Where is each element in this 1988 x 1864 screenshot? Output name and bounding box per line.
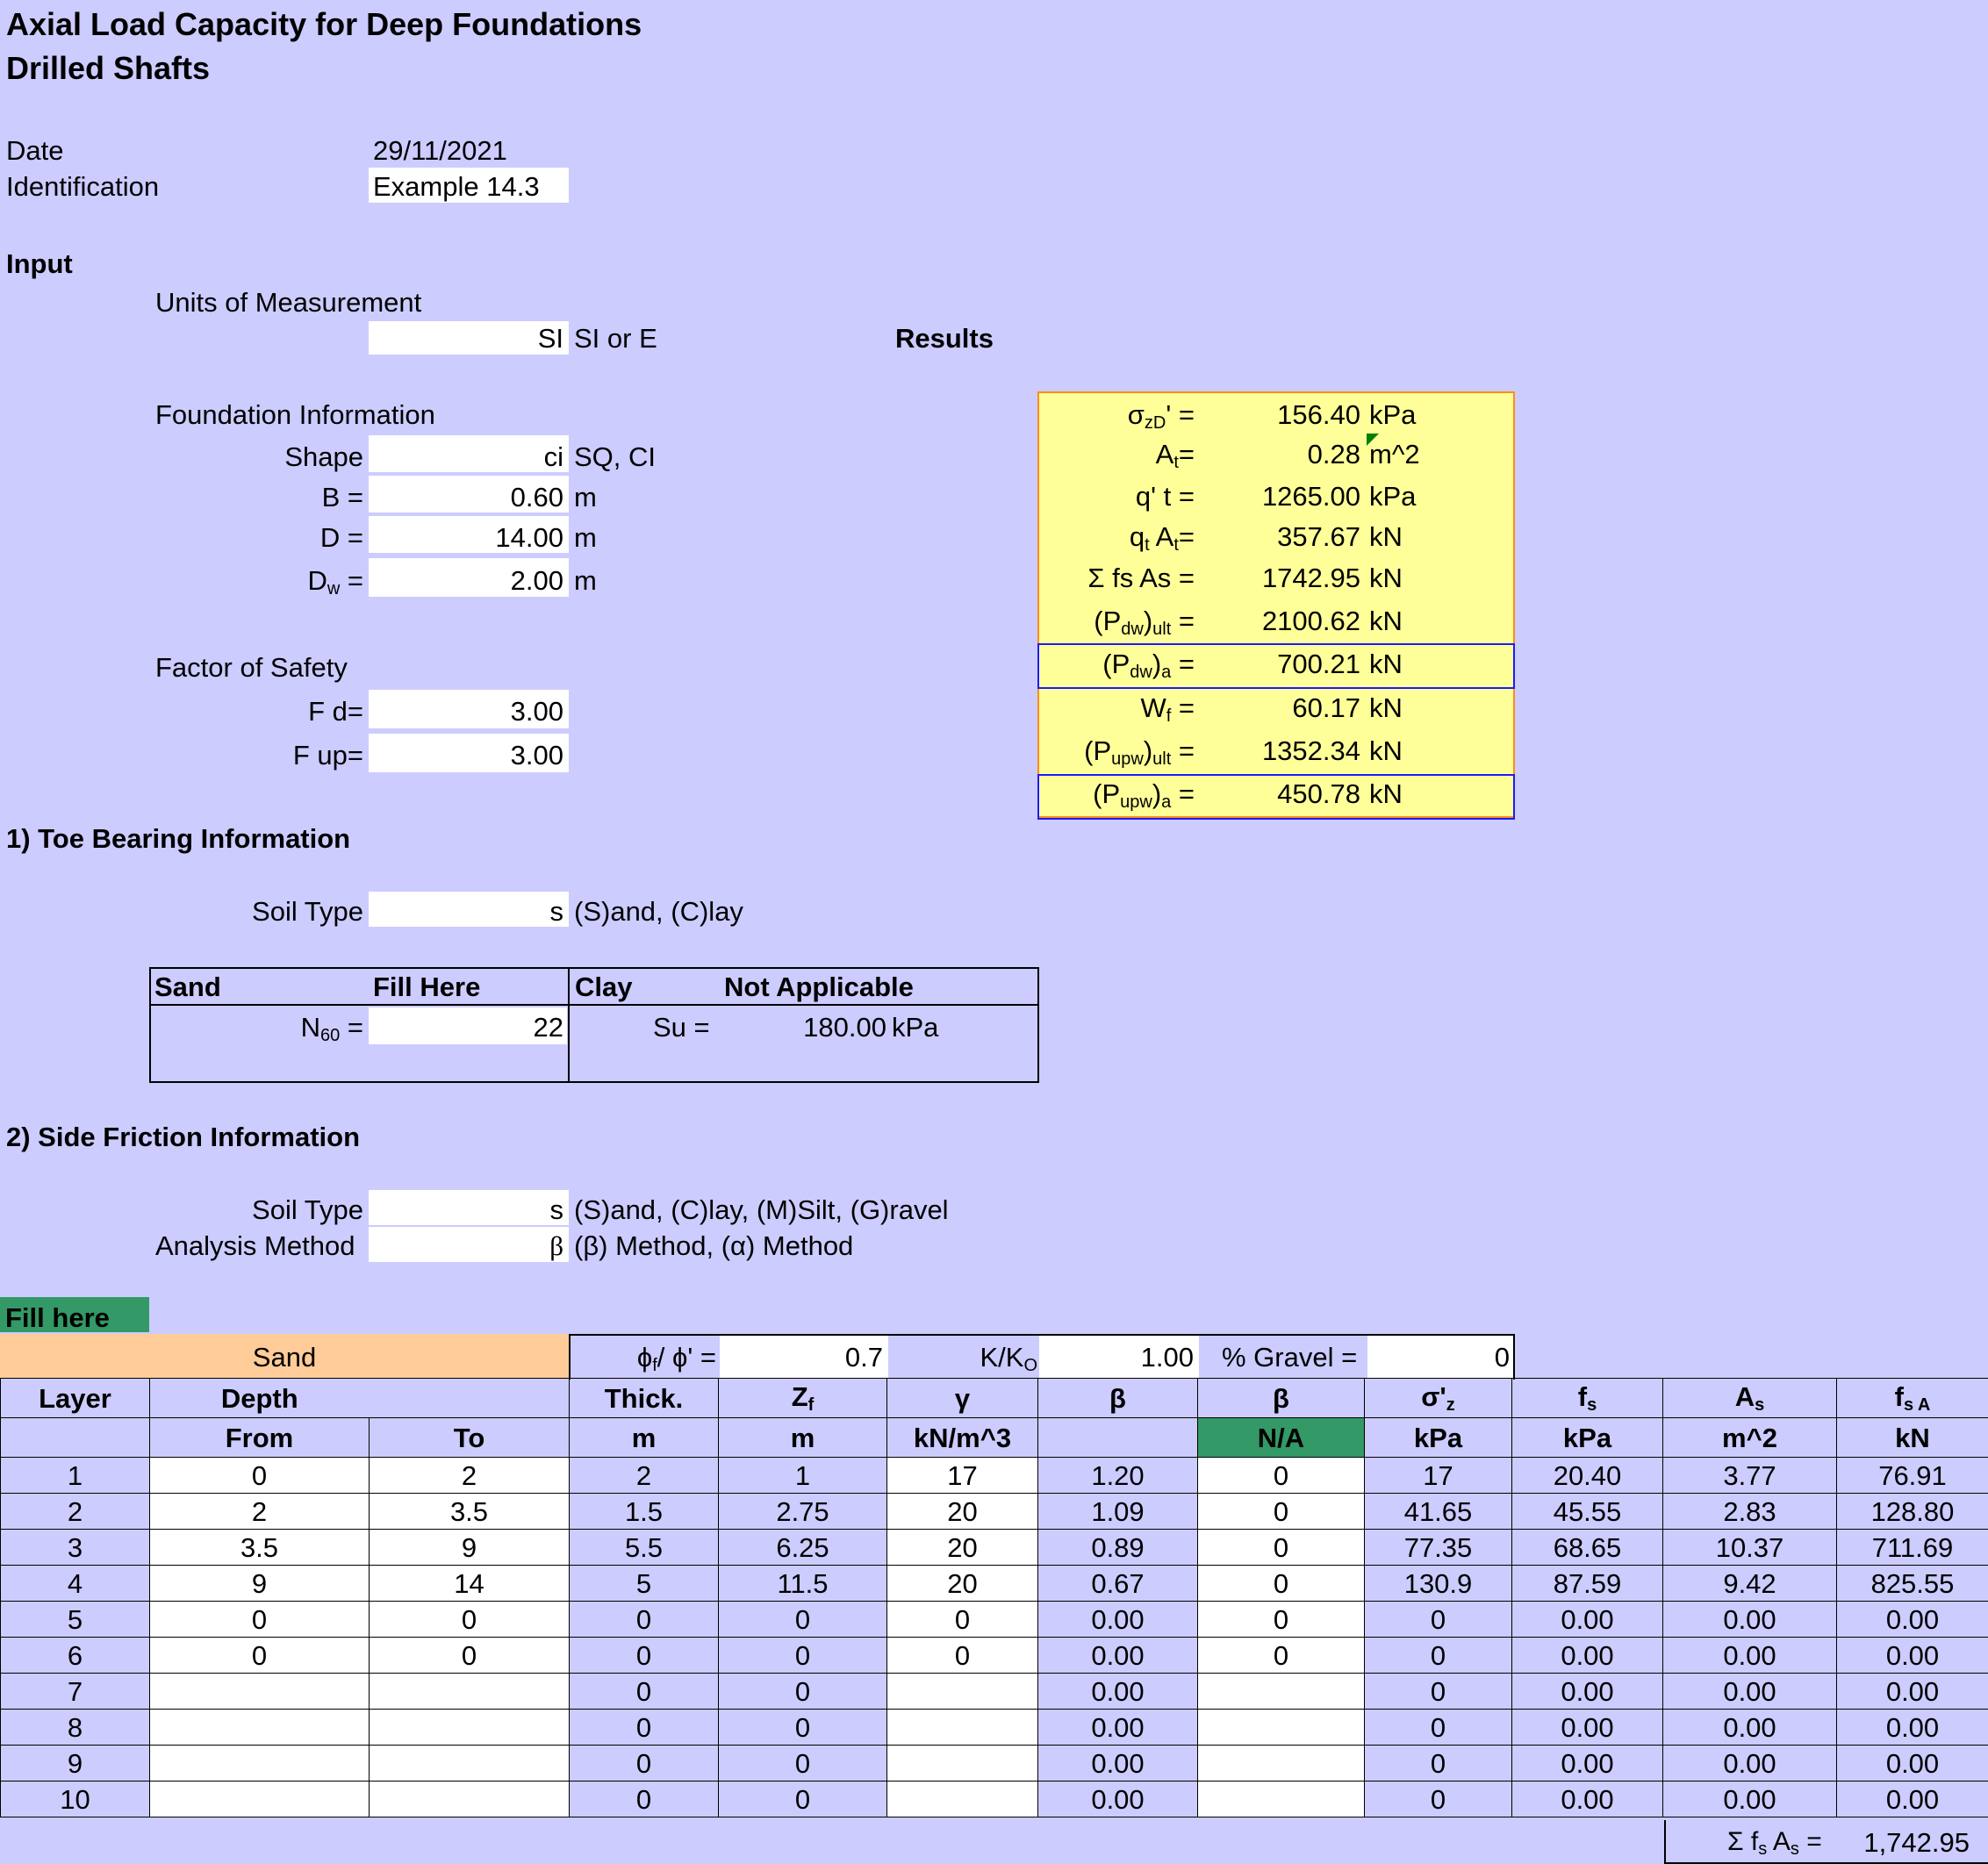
result-label-0: $\sigma_{zD}'$ = — [1127, 399, 1195, 433]
cell-r5-c7[interactable]: 0 — [1198, 1602, 1365, 1638]
result-unit-5: kN — [1369, 606, 1403, 636]
cell-r7-c8: 0 — [1365, 1674, 1512, 1710]
cell-r6-c3: 0 — [570, 1638, 719, 1674]
subheader-cell-3: m — [570, 1418, 719, 1458]
units-label: Units of Measurement — [155, 287, 422, 318]
su-unit: kPa — [892, 1012, 939, 1043]
cell-r1-c11: 76.91 — [1837, 1458, 1988, 1494]
cell-r9-c4: 0 — [719, 1746, 887, 1782]
cell-r10-c3: 0 — [570, 1782, 719, 1817]
result-unit-7: kN — [1369, 692, 1403, 723]
table-row — [1, 1530, 1988, 1566]
cell-r8-c9: 0.00 — [1512, 1710, 1663, 1746]
fd-input[interactable]: 3.00 — [510, 696, 563, 727]
cell-r9-c10: 0.00 — [1663, 1746, 1837, 1782]
header-cell-11: $f_{s A}$ — [1837, 1379, 1988, 1418]
cell-r10-c8: 0 — [1365, 1782, 1512, 1817]
shape-hint: SQ, CI — [574, 441, 657, 472]
cell-r7-c1[interactable] — [150, 1674, 370, 1710]
toe-soil-label: Soil Type — [252, 896, 363, 927]
result-label-1: $A_t=$ — [1155, 439, 1195, 472]
cell-r9-c1[interactable] — [150, 1746, 370, 1782]
cell-r10-c2[interactable] — [370, 1782, 570, 1817]
cell-r8-c10: 0.00 — [1663, 1710, 1837, 1746]
cell-r8-c7[interactable] — [1198, 1710, 1365, 1746]
toe-sand-header: Sand — [154, 971, 221, 1002]
cell-r3-c11: 711.69 — [1837, 1530, 1988, 1566]
cell-r9-c8: 0 — [1365, 1746, 1512, 1782]
cell-r6-c5[interactable]: 0 — [887, 1638, 1038, 1674]
dw-label: $D_w$ = — [307, 565, 363, 599]
cell-r6-c4: 0 — [719, 1638, 887, 1674]
cell-r2-c9: 45.55 — [1512, 1494, 1663, 1530]
cell-r8-c4: 0 — [719, 1710, 887, 1746]
cell-r9-c7[interactable] — [1198, 1746, 1365, 1782]
cell-r4-c10: 9.42 — [1663, 1566, 1837, 1602]
cell-r8-c11: 0.00 — [1837, 1710, 1988, 1746]
n60-label: $N_{60}$ = — [300, 1012, 363, 1045]
result-unit-1: m^2 — [1369, 439, 1420, 470]
result-value-4: 1742.95 — [1261, 563, 1360, 593]
cell-r4-c1[interactable]: 9 — [150, 1566, 370, 1602]
shape-input[interactable]: ci — [543, 441, 563, 472]
cell-r8-c5[interactable] — [887, 1710, 1038, 1746]
page-subtitle: Drilled Shafts — [6, 50, 211, 86]
result-label-6: $(P_{dw})_a$ = — [1102, 649, 1195, 682]
date-label: Date — [6, 135, 64, 166]
result-value-7: 60.17 — [1292, 692, 1360, 723]
cell-r6-c10: 0.00 — [1663, 1638, 1837, 1674]
cell-r1-c5[interactable]: 17 — [887, 1458, 1038, 1494]
identification-label: Identification — [6, 171, 160, 202]
cell-r2-c5[interactable]: 20 — [887, 1494, 1038, 1530]
table-row — [1, 1458, 1988, 1494]
result-value-8: 1352.34 — [1261, 735, 1360, 766]
method-hint: (β) Method, (α) Method — [574, 1230, 854, 1261]
d-unit: m — [574, 522, 597, 553]
table-row — [1, 1494, 1988, 1530]
cell-r7-c5[interactable] — [887, 1674, 1038, 1710]
cell-r1-c8: 17 — [1365, 1458, 1512, 1494]
cell-r3-c0: 3 — [1, 1530, 150, 1566]
table-row — [1, 1710, 1988, 1746]
cell-r8-c1[interactable] — [150, 1710, 370, 1746]
cell-r2-c3: 1.5 — [570, 1494, 719, 1530]
toe-soil-hint: (S)and, (C)lay — [574, 896, 743, 927]
cell-r7-c9: 0.00 — [1512, 1674, 1663, 1710]
toe-not-applicable: Not Applicable — [724, 971, 914, 1002]
cell-r3-c8: 77.35 — [1365, 1530, 1512, 1566]
cell-r5-c5[interactable]: 0 — [887, 1602, 1038, 1638]
safety-heading: Factor of Safety — [155, 652, 348, 683]
layer-table — [0, 1378, 1988, 1817]
cell-r8-c0: 8 — [1, 1710, 150, 1746]
cell-r1-c2[interactable]: 2 — [370, 1458, 570, 1494]
cell-r10-c7[interactable] — [1198, 1782, 1365, 1817]
cell-r5-c10: 0.00 — [1663, 1602, 1837, 1638]
cell-r10-c10: 0.00 — [1663, 1782, 1837, 1817]
n60-input[interactable]: 22 — [533, 1012, 563, 1043]
result-unit-0: kPa — [1369, 399, 1417, 430]
subheader-cell-8: kPa — [1365, 1418, 1512, 1458]
result-label-3: $q_t$ $A_t=$ — [1129, 521, 1195, 555]
cell-r1-c7[interactable]: 0 — [1198, 1458, 1365, 1494]
cell-r2-c10: 2.83 — [1663, 1494, 1837, 1530]
result-label-4: Σ fs As = — [1087, 563, 1195, 593]
cell-r3-c10: 10.37 — [1663, 1530, 1837, 1566]
cell-r8-c2[interactable] — [370, 1710, 570, 1746]
toe-soil-input[interactable]: s — [549, 896, 563, 927]
header-cell-3: Thick. — [570, 1379, 719, 1418]
side-soil-hint: (S)and, (C)lay, (M)Silt, (G)ravel — [574, 1194, 949, 1225]
result-value-5: 2100.62 — [1261, 606, 1360, 636]
cell-r3-c1[interactable]: 3.5 — [150, 1530, 370, 1566]
cell-r1-c3: 2 — [570, 1458, 719, 1494]
result-unit-9: kN — [1369, 778, 1403, 809]
result-label-8: $(P_{upw})_{ult}$ = — [1084, 735, 1195, 769]
d-input[interactable]: 14.00 — [495, 522, 563, 553]
cell-r8-c8: 0 — [1365, 1710, 1512, 1746]
d-label: D = — [319, 522, 363, 553]
cell-r2-c8: 41.65 — [1365, 1494, 1512, 1530]
cell-r6-c1[interactable]: 0 — [150, 1638, 370, 1674]
result-unit-4: kN — [1369, 563, 1403, 593]
cell-r9-c9: 0.00 — [1512, 1746, 1663, 1782]
cell-r10-c9: 0.00 — [1512, 1782, 1663, 1817]
cell-r3-c5[interactable]: 20 — [887, 1530, 1038, 1566]
subheader-cell-9: kPa — [1512, 1418, 1663, 1458]
cell-r1-c1[interactable]: 0 — [150, 1458, 370, 1494]
cell-r5-c8: 0 — [1365, 1602, 1512, 1638]
fup-label: F up= — [292, 740, 363, 771]
cell-r9-c2[interactable] — [370, 1746, 570, 1782]
table-row — [1, 1674, 1988, 1710]
cell-r6-c2[interactable]: 0 — [370, 1638, 570, 1674]
cell-r4-c3: 5 — [570, 1566, 719, 1602]
cell-r5-c0: 5 — [1, 1602, 150, 1638]
cell-r9-c5[interactable] — [887, 1746, 1038, 1782]
cell-r2-c1[interactable]: 2 — [150, 1494, 370, 1530]
cell-r4-c0: 4 — [1, 1566, 150, 1602]
cell-r7-c7[interactable] — [1198, 1674, 1365, 1710]
method-label: Analysis Method — [155, 1230, 355, 1261]
cell-r3-c9: 68.65 — [1512, 1530, 1663, 1566]
header-cell-8: $\sigma'_z$ — [1365, 1379, 1512, 1418]
side-soil-input[interactable]: s — [549, 1194, 563, 1225]
b-label: B = — [321, 482, 363, 513]
cell-r3-c2[interactable]: 9 — [370, 1530, 570, 1566]
cell-r6-c9: 0.00 — [1512, 1638, 1663, 1674]
result-label-5: $(P_{dw})_{ult}$ = — [1094, 606, 1195, 639]
subheader-cell-7: N/A — [1198, 1418, 1365, 1458]
cell-r4-c5[interactable]: 20 — [887, 1566, 1038, 1602]
gravel-label: % Gravel = — [1222, 1342, 1358, 1373]
result-value-1: 0.28 — [1307, 439, 1360, 470]
cell-r5-c6: 0.00 — [1038, 1602, 1198, 1638]
k-input[interactable]: 1.00 — [1140, 1342, 1194, 1373]
toe-clay-header: Clay — [575, 971, 633, 1002]
result-value-6: 700.21 — [1277, 649, 1360, 679]
result-unit-6: kN — [1369, 649, 1403, 679]
side-heading: 2) Side Friction Information — [6, 1122, 361, 1152]
cell-r6-c8: 0 — [1365, 1638, 1512, 1674]
subheader-cell-5: kN/m^3 — [887, 1418, 1038, 1458]
table-row — [1, 1566, 1988, 1602]
header-cell-2 — [370, 1379, 570, 1418]
cell-r10-c6: 0.00 — [1038, 1782, 1198, 1817]
header-cell-5: γ — [887, 1379, 1038, 1418]
b-input[interactable]: 0.60 — [510, 482, 563, 513]
su-value: 180.00 — [803, 1012, 886, 1043]
cell-r4-c7[interactable]: 0 — [1198, 1566, 1365, 1602]
shape-label: Shape — [284, 441, 363, 472]
side-soil-label: Soil Type — [252, 1194, 363, 1225]
b-unit: m — [574, 482, 597, 513]
cell-r7-c0: 7 — [1, 1674, 150, 1710]
cell-r8-c6: 0.00 — [1038, 1710, 1198, 1746]
cell-r4-c4: 11.5 — [719, 1566, 887, 1602]
units-hint: SI or E — [574, 323, 657, 354]
cell-r3-c4: 6.25 — [719, 1530, 887, 1566]
cell-r10-c0: 10 — [1, 1782, 150, 1817]
subheader-cell-0 — [1, 1418, 150, 1458]
table-row — [1, 1782, 1988, 1817]
cell-r8-c3: 0 — [570, 1710, 719, 1746]
cell-r1-c4: 1 — [719, 1458, 887, 1494]
cell-r2-c2[interactable]: 3.5 — [370, 1494, 570, 1530]
phi-input[interactable]: 0.7 — [844, 1342, 883, 1373]
cell-r10-c4: 0 — [719, 1782, 887, 1817]
cell-r6-c0: 6 — [1, 1638, 150, 1674]
header-cell-6: β — [1038, 1379, 1198, 1418]
cell-r3-c3: 5.5 — [570, 1530, 719, 1566]
toe-fill-here: Fill Here — [373, 971, 481, 1002]
cell-r10-c11: 0.00 — [1837, 1782, 1988, 1817]
cell-r4-c2[interactable]: 14 — [370, 1566, 570, 1602]
cell-r7-c3: 0 — [570, 1674, 719, 1710]
cell-r2-c0: 2 — [1, 1494, 150, 1530]
date-value[interactable]: 29/11/2021 — [373, 135, 507, 166]
cell-r2-c6: 1.09 — [1038, 1494, 1198, 1530]
su-label: Su = — [653, 1012, 710, 1043]
sum-value: 1,742.95 — [1863, 1827, 1970, 1858]
subheader-cell-6 — [1038, 1418, 1198, 1458]
cell-r4-c8: 130.9 — [1365, 1566, 1512, 1602]
cell-r7-c10: 0.00 — [1663, 1674, 1837, 1710]
fup-input[interactable]: 3.00 — [510, 740, 563, 771]
cell-r3-c6: 0.89 — [1038, 1530, 1198, 1566]
identification-value[interactable]: Example 14.3 — [373, 171, 540, 202]
phi-label: $\phi_f/$ ϕ' = — [636, 1342, 716, 1375]
subheader-cell-4: m — [719, 1418, 887, 1458]
subheader-cell-1: From — [150, 1418, 370, 1458]
cell-r5-c3: 0 — [570, 1602, 719, 1638]
result-value-3: 357.67 — [1277, 521, 1360, 552]
subheader-cell-10: m^2 — [1663, 1418, 1837, 1458]
cell-r5-c11: 0.00 — [1837, 1602, 1988, 1638]
header-cell-9: $f_s$ — [1512, 1379, 1663, 1418]
input-heading: Input — [6, 248, 73, 279]
cell-r2-c4: 2.75 — [719, 1494, 887, 1530]
result-label-9: $(P_{upw})_a$ = — [1093, 778, 1195, 812]
cell-r5-c2[interactable]: 0 — [370, 1602, 570, 1638]
cell-r6-c6: 0.00 — [1038, 1638, 1198, 1674]
table-row — [1, 1746, 1988, 1782]
cell-r10-c1[interactable] — [150, 1782, 370, 1817]
subheader-cell-2: To — [370, 1418, 570, 1458]
cell-r1-c9: 20.40 — [1512, 1458, 1663, 1494]
header-cell-7: β — [1198, 1379, 1365, 1418]
result-value-0: 156.40 — [1277, 399, 1360, 430]
cell-r5-c1[interactable]: 0 — [150, 1602, 370, 1638]
units-input[interactable]: SI — [537, 323, 563, 354]
cell-r6-c7[interactable]: 0 — [1198, 1638, 1365, 1674]
foundation-heading: Foundation Information — [155, 399, 435, 430]
toe-heading: 1) Toe Bearing Information — [6, 823, 351, 854]
fd-label: F d= — [308, 696, 363, 727]
page-title: Axial Load Capacity for Deep Foundations — [6, 6, 642, 42]
cell-r1-c6: 1.20 — [1038, 1458, 1198, 1494]
gravel-input[interactable]: 0 — [1494, 1342, 1510, 1373]
result-value-9: 450.78 — [1277, 778, 1360, 809]
result-value-2: 1265.00 — [1261, 481, 1360, 512]
cell-r4-c9: 87.59 — [1512, 1566, 1663, 1602]
cell-r9-c11: 0.00 — [1837, 1746, 1988, 1782]
cell-r7-c4: 0 — [719, 1674, 887, 1710]
table-row — [1, 1602, 1988, 1638]
result-label-7: $W_f$ = — [1140, 692, 1195, 726]
results-heading: Results — [895, 323, 994, 354]
cell-r1-c10: 3.77 — [1663, 1458, 1837, 1494]
result-label-2: q' t = — [1135, 481, 1195, 512]
cell-r5-c4: 0 — [719, 1602, 887, 1638]
header-cell-10: $A_s$ — [1663, 1379, 1837, 1418]
cell-r6-c11: 0.00 — [1837, 1638, 1988, 1674]
cell-r10-c5[interactable] — [887, 1782, 1038, 1817]
params-soil: Sand — [0, 1334, 569, 1378]
cell-r7-c2[interactable] — [370, 1674, 570, 1710]
cell-r2-c11: 128.80 — [1837, 1494, 1988, 1530]
cell-r1-c0: 1 — [1, 1458, 150, 1494]
header-cell-4: $Z_f$ — [719, 1379, 887, 1418]
k-label: $K/K_O$ — [980, 1342, 1037, 1375]
fill-here-tag: Fill here — [0, 1297, 149, 1332]
cell-r4-c6: 0.67 — [1038, 1566, 1198, 1602]
cell-r9-c3: 0 — [570, 1746, 719, 1782]
cell-r4-c11: 825.55 — [1837, 1566, 1988, 1602]
cell-r7-c6: 0.00 — [1038, 1674, 1198, 1710]
cell-r5-c9: 0.00 — [1512, 1602, 1663, 1638]
cell-r9-c0: 9 — [1, 1746, 150, 1782]
result-unit-3: kN — [1369, 521, 1403, 552]
method-input[interactable]: β — [549, 1230, 563, 1261]
result-unit-2: kPa — [1369, 481, 1417, 512]
cell-r2-c7[interactable]: 0 — [1198, 1494, 1365, 1530]
dw-unit: m — [574, 565, 597, 596]
cell-r3-c7[interactable]: 0 — [1198, 1530, 1365, 1566]
header-cell-0: Layer — [1, 1379, 150, 1418]
result-unit-8: kN — [1369, 735, 1403, 766]
cell-r9-c6: 0.00 — [1038, 1746, 1198, 1782]
sum-label: Σ $f_s$ $A_s$ = — [1727, 1827, 1822, 1859]
table-row — [1, 1638, 1988, 1674]
subheader-cell-11: kN — [1837, 1418, 1988, 1458]
header-cell-1: Depth — [150, 1379, 370, 1418]
dw-input[interactable]: 2.00 — [510, 565, 563, 596]
cell-r7-c11: 0.00 — [1837, 1674, 1988, 1710]
